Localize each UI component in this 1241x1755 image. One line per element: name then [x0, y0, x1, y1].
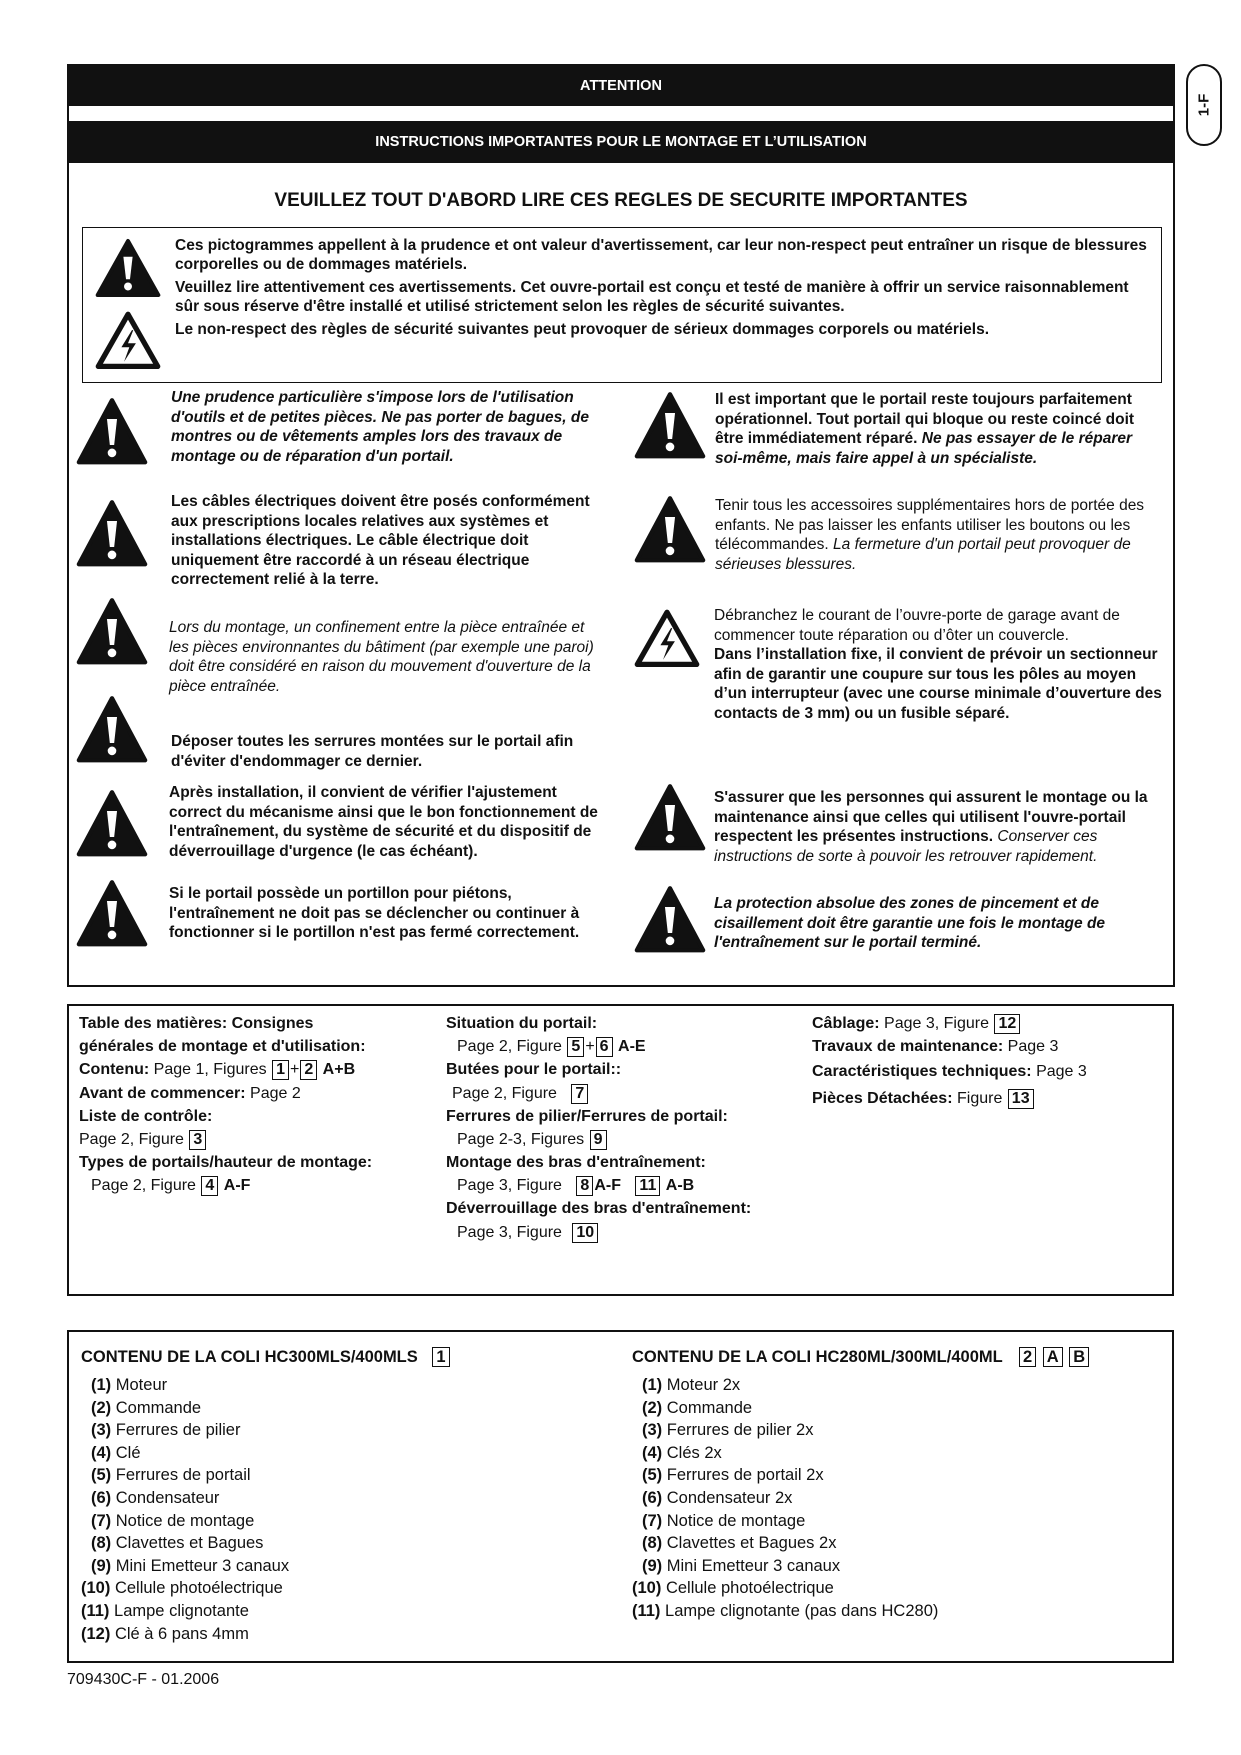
list-item: (7) Notice de montage — [642, 1511, 806, 1530]
toc-entry: Caractéristiques techniques: Page 3 — [812, 1063, 1087, 1080]
toc-heading: Butées pour le portail:: — [446, 1061, 622, 1078]
list-item: (8) Clavettes et Bagues — [91, 1534, 264, 1553]
document-reference: 709430C-F - 01.2006 — [67, 1671, 220, 1688]
warning-text-adjustment: Après installation, il convient de vérifier l'ajustement correct du mécanisme ainsi que le bon fonctionnement de l'entraînement, du système de sécurité et du dispositif de déverrouillage d'urgence (le cas échéant). — [169, 784, 598, 860]
figure-ref: 9 — [590, 1130, 607, 1150]
figure-ref: 13 — [1008, 1089, 1034, 1109]
warning-text-confinement: Lors du montage, un confinement entre la pièce entraînée et les pièces environnantes du bâtiment (par exemple une paroi) doit être considéré en raison du mouvement d'ouverture de la pièce entraînée. — [169, 619, 594, 695]
toc-entry: Page 2, Figure 5 + 6 A-E — [457, 1038, 646, 1055]
contents-title-right: CONTENU DE LA COLI HC280ML/300ML/400ML 2 A B — [632, 1347, 1090, 1367]
list-item: (9) Mini Emetteur 3 canaux — [642, 1556, 841, 1575]
figure-ref: A — [1043, 1347, 1063, 1367]
intro-text-1: Ces pictogrammes appellent à la prudence et ont valeur d'avertissement, car leur non-respect peut entraîner un risque de blessures corporelles ou de dommages matériels. — [175, 237, 1147, 273]
figure-ref: 8 — [576, 1176, 593, 1196]
page-title: VEUILLEZ TOUT D'ABORD LIRE CES REGLES DE SECURITE IMPORTANTES — [274, 190, 968, 211]
list-item: (2) Commande — [642, 1398, 753, 1417]
instructions-banner: INSTRUCTIONS IMPORTANTES POUR LE MONTAGE ET L’UTILISATION — [69, 121, 1173, 163]
toc-heading: Déverrouillage des bras d'entraînement: — [446, 1200, 752, 1217]
toc-entry: Page 2, Figure 3 — [79, 1130, 207, 1150]
figure-ref: 6 — [596, 1037, 613, 1057]
warning-text-operational: Il est important que le portail reste toujours parfaitement opérationnel. Tout portail qui bloque ou reste coincé doit être immédiatement réparé. Ne pas essayer de le réparer soi-même, mais faire appel à un spécialiste. — [715, 391, 1135, 467]
figure-ref: 1 — [432, 1347, 449, 1367]
toc-entry: Avant de commencer: Page 2 — [79, 1085, 301, 1102]
figure-ref: 4 — [201, 1176, 218, 1196]
figure-ref: 3 — [189, 1130, 206, 1150]
list-item: (4) Clé — [91, 1443, 141, 1462]
contents-title-left: CONTENU DE LA COLI HC300MLS/400MLS 1 — [81, 1347, 451, 1367]
warning-icon — [76, 498, 148, 570]
toc-heading: Liste de contrôle: — [79, 1108, 213, 1125]
list-item: (3) Ferrures de pilier 2x — [642, 1421, 814, 1440]
toc-entry: Page 3, Figure 8 A-F 11 A-B — [457, 1177, 695, 1194]
toc-heading: Table des matières: Consignes — [79, 1015, 314, 1032]
warning-icon — [76, 788, 148, 860]
toc-heading: Situation du portail: — [446, 1015, 598, 1032]
warning-icon — [634, 390, 706, 462]
warning-icon — [76, 878, 148, 950]
list-item: (12) Clé à 6 pans 4mm — [81, 1624, 249, 1643]
table-of-contents — [67, 1004, 1174, 1296]
figure-ref: 12 — [994, 1014, 1020, 1034]
list-item: (9) Mini Emetteur 3 canaux — [91, 1556, 290, 1575]
figure-ref: 5 — [567, 1037, 584, 1057]
figure-ref: 10 — [572, 1223, 598, 1243]
figure-ref: 7 — [571, 1084, 588, 1104]
figure-ref: 2 — [300, 1060, 317, 1080]
intro-text-3: Le non-respect des règles de sécurité suivantes peut provoquer de sérieux dommages corporels ou matériels. — [175, 321, 990, 338]
page-tab: 1-F — [1186, 64, 1222, 146]
warning-text-pinch-zones: La protection absolue des zones de pincement et de cisaillement doit être garantie une fois le montage de l'entraînement sur le portail terminé. — [714, 895, 1106, 951]
warning-text-children: Tenir tous les accessoires supplémentaires hors de portée des enfants. Ne pas laisser les enfants utiliser les boutons ou les télécommandes. La fermeture d'un portail peut provoquer de sérieuses blessures. — [715, 497, 1145, 573]
contents-list-right — [632, 1374, 938, 1623]
attention-banner: ATTENTION — [69, 66, 1173, 106]
warning-icon — [95, 238, 161, 298]
toc-entry: Page 3, Figure 10 — [457, 1223, 599, 1243]
package-contents — [67, 1330, 1174, 1663]
warning-icon — [76, 596, 148, 668]
toc-entry: Page 2, Figure 7 — [452, 1084, 589, 1104]
contents-list-left — [81, 1374, 289, 1645]
list-item: (4) Clés 2x — [642, 1443, 722, 1462]
intro-text-2: Veuillez lire attentivement ces avertissements. Cet ouvre-portail est conçu et testé de manière à offrir un service raisonnablement sûr sous réserve d'être installé et utilisé strictement selon les règles de sécurité suivantes. — [175, 279, 1129, 315]
list-item: (8) Clavettes et Bagues 2x — [642, 1534, 837, 1553]
warning-icon — [634, 884, 706, 956]
list-item: (5) Ferrures de portail — [91, 1466, 251, 1485]
warning-icon — [634, 782, 706, 854]
warning-text-pedestrian-door: Si le portail possède un portillon pour piétons, l'entraînement ne doit pas se déclencher ou continuer à fonctionner si le portillon n'est pas fermé correctement. — [169, 885, 580, 941]
toc-entry: Contenu: Page 1, Figures 1 + 2 A+B — [79, 1061, 356, 1078]
warning-text-locks: Déposer toutes les serrures montées sur le portail afin d'éviter d'endommager ce dernier. — [171, 733, 574, 770]
safety-section — [67, 64, 1175, 987]
intro-box — [82, 227, 1162, 383]
toc-heading: Montage des bras d'entraînement: — [446, 1154, 706, 1171]
warning-text-persons: S'assurer que les personnes qui assurent le montage ou la maintenance ainsi que celles qui utilisent l'ouvre-portail respectent les présentes instructions. Conserver ces instructions de sorte à pouvoir les retrouver rapidement. — [714, 789, 1148, 865]
list-item: (2) Commande — [91, 1398, 202, 1417]
list-item: (3) Ferrures de pilier — [91, 1421, 241, 1440]
list-item: (11) Lampe clignotante — [81, 1601, 249, 1620]
warning-text-cables: Les câbles électriques doivent être posés conformément aux prescriptions locales relatives aux systèmes et installations électriques. Le câble électrique doit uniquement être raccordé à un réseau électrique correctement relié à la terre. — [171, 493, 590, 588]
figure-ref: B — [1069, 1347, 1089, 1367]
list-item: (10) Cellule photoélectrique — [81, 1579, 283, 1598]
list-item: (11) Lampe clignotante (pas dans HC280) — [632, 1601, 939, 1620]
figure-ref: 1 — [272, 1060, 289, 1080]
list-item: (6) Condensateur — [91, 1488, 220, 1507]
toc-heading: Ferrures de pilier/Ferrures de portail: — [446, 1108, 728, 1125]
list-item: (10) Cellule photoélectrique — [632, 1579, 834, 1598]
warning-text-power: Débranchez le courant de l’ouvre-porte de garage avant de commencer toute réparation ou d’ôter un couvercle. Dans l’installation fixe, il convient de prévoir un sectionneur afin de garantir une coupure sur tous les pôles au moyen d’un interrupteur (avec une course minimale d’ouverture des contacts de 3 mm) ou un fusible séparé. — [714, 607, 1162, 722]
list-item: (1) Moteur 2x — [642, 1376, 741, 1394]
list-item: (5) Ferrures de portail 2x — [642, 1466, 824, 1485]
list-item: (7) Notice de montage — [91, 1511, 255, 1530]
toc-heading: Types de portails/hauteur de montage: — [79, 1154, 373, 1171]
electric-hazard-icon — [634, 606, 700, 670]
toc-entry: Câblage: Page 3, Figure 12 — [812, 1014, 1021, 1034]
toc-entry: Page 2, Figure 4 A-F — [91, 1177, 251, 1194]
electric-hazard-icon — [95, 310, 161, 370]
list-item: (6) Condensateur 2x — [642, 1488, 793, 1507]
toc-entry: Pièces Détachées: Figure 13 — [812, 1089, 1035, 1109]
toc-heading: générales de montage et d'utilisation: — [79, 1038, 366, 1055]
warning-icon — [76, 396, 148, 468]
figure-ref: 11 — [635, 1176, 660, 1196]
warning-icon — [634, 494, 706, 566]
warning-text-tools: Une prudence particulière s'impose lors de l'utilisation d'outils et de petites pièces. Ne pas porter de bagues, de montres ou de vêtements amples lors des travaux de montage ou de réparation d'un portail. — [171, 389, 589, 465]
toc-entry: Travaux de maintenance: Page 3 — [812, 1038, 1059, 1055]
warning-icon — [76, 694, 148, 766]
toc-entry: Page 2-3, Figures 9 — [457, 1130, 608, 1150]
list-item: (1) Moteur — [91, 1376, 168, 1394]
figure-ref: 2 — [1019, 1347, 1036, 1367]
